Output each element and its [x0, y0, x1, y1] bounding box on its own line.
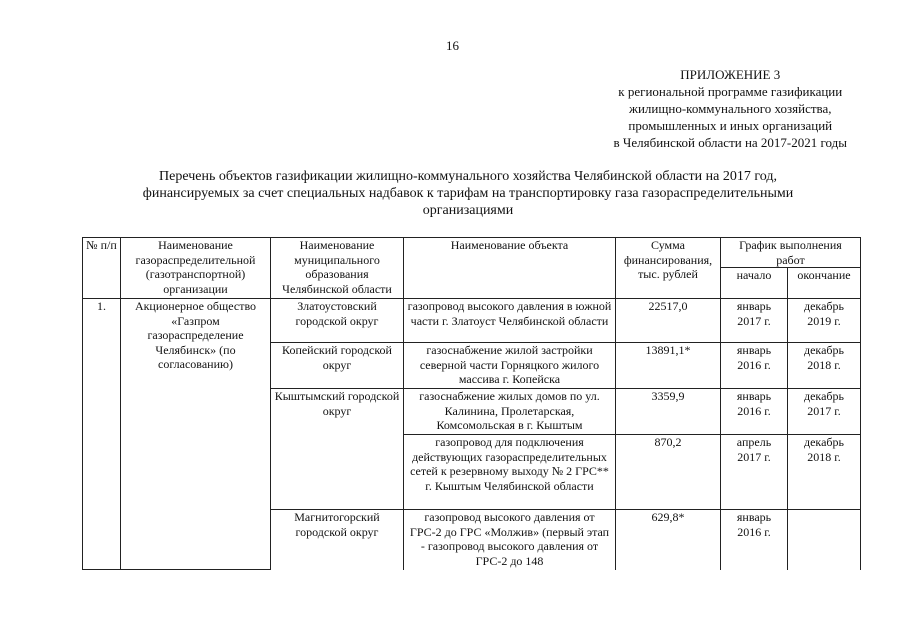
appendix-line: к региональной программе газификации	[618, 84, 843, 99]
header-object: Наименование объекта	[404, 238, 616, 299]
header-end: окончание	[788, 268, 861, 299]
amount-cell: 22517,0	[616, 299, 721, 343]
header-amount: Сумма финансирования, тыс. рублей	[616, 238, 721, 299]
amount-cell: 13891,1*	[616, 343, 721, 389]
appendix-heading	[614, 66, 847, 151]
amount-cell: 629,8*	[616, 510, 721, 570]
municipality-cell: Магнитогорский городской округ	[271, 510, 404, 570]
end-cell	[788, 510, 861, 570]
end-cell: декабрь 2019 г.	[788, 299, 861, 343]
object-cell: газоснабжение жилой застройки северной части Горняцкого жилого массива г. Копейска	[404, 343, 616, 389]
amount-cell: 870,2	[616, 435, 721, 510]
document-title	[98, 168, 838, 219]
municipality-cell: Кыштымский городской округ	[271, 389, 404, 510]
start-cell: апрель 2017 г.	[721, 435, 788, 510]
municipality-cell: Златоустовский городской округ	[271, 299, 404, 343]
object-cell: газоснабжение жилых домов по ул. Калинина, Пролетарская, Комсомольская в г. Кыштым	[404, 389, 616, 435]
header-organization: Наименование газораспределительной (газотранспортной) организации	[121, 238, 271, 299]
table-row	[83, 299, 861, 343]
title-line: организациями	[422, 203, 514, 218]
object-cell: газопровод высокого давления от ГРС-2 до ГРС «Молжив» (первый этап - газопровод высокого давления от ГРС-2 до 148	[404, 510, 616, 570]
municipality-cell: Копейский городской округ	[271, 343, 404, 389]
end-cell: декабрь 2017 г.	[788, 389, 861, 435]
title-line: финансируемых за счет специальных надбавок к тарифам на транспортировку газа газораспределительными	[142, 186, 794, 201]
start-cell: январь 2017 г.	[721, 299, 788, 343]
header-start: начало	[721, 268, 788, 299]
object-cell: газопровод для подключения действующих газораспределительных сетей к резервному выходу № 2 ГРС** г. Кыштым Челябинской области	[404, 435, 616, 510]
amount-cell: 3359,9	[616, 389, 721, 435]
appendix-line: ПРИЛОЖЕНИЕ 3	[680, 67, 781, 82]
header-municipality: Наименование муниципального образования Челябинской области	[271, 238, 404, 299]
appendix-line: в Челябинской области на 2017-2021 годы	[613, 135, 847, 150]
end-cell: декабрь 2018 г.	[788, 435, 861, 510]
start-cell: январь 2016 г.	[721, 510, 788, 570]
appendix-line: жилищно-коммунального хозяйства,	[628, 101, 832, 116]
object-cell: газопровод высокого давления в южной части г. Златоуст Челябинской области	[404, 299, 616, 343]
page-number: 16	[446, 38, 459, 53]
start-cell: январь 2016 г.	[721, 389, 788, 435]
objects-table	[82, 237, 861, 570]
header-num: № п/п	[83, 238, 121, 299]
header-schedule: График выполнения работ	[721, 238, 861, 268]
appendix-line: промышленных и иных организаций	[628, 118, 833, 133]
start-cell: январь 2016 г.	[721, 343, 788, 389]
end-cell: декабрь 2018 г.	[788, 343, 861, 389]
title-line: Перечень объектов газификации жилищно-коммунального хозяйства Челябинской области на 2017 год,	[159, 169, 777, 184]
org-number: 1.	[83, 299, 121, 570]
org-name: Акционерное общество «Газпром газораспределение Челябинск» (по согласованию)	[121, 299, 271, 570]
